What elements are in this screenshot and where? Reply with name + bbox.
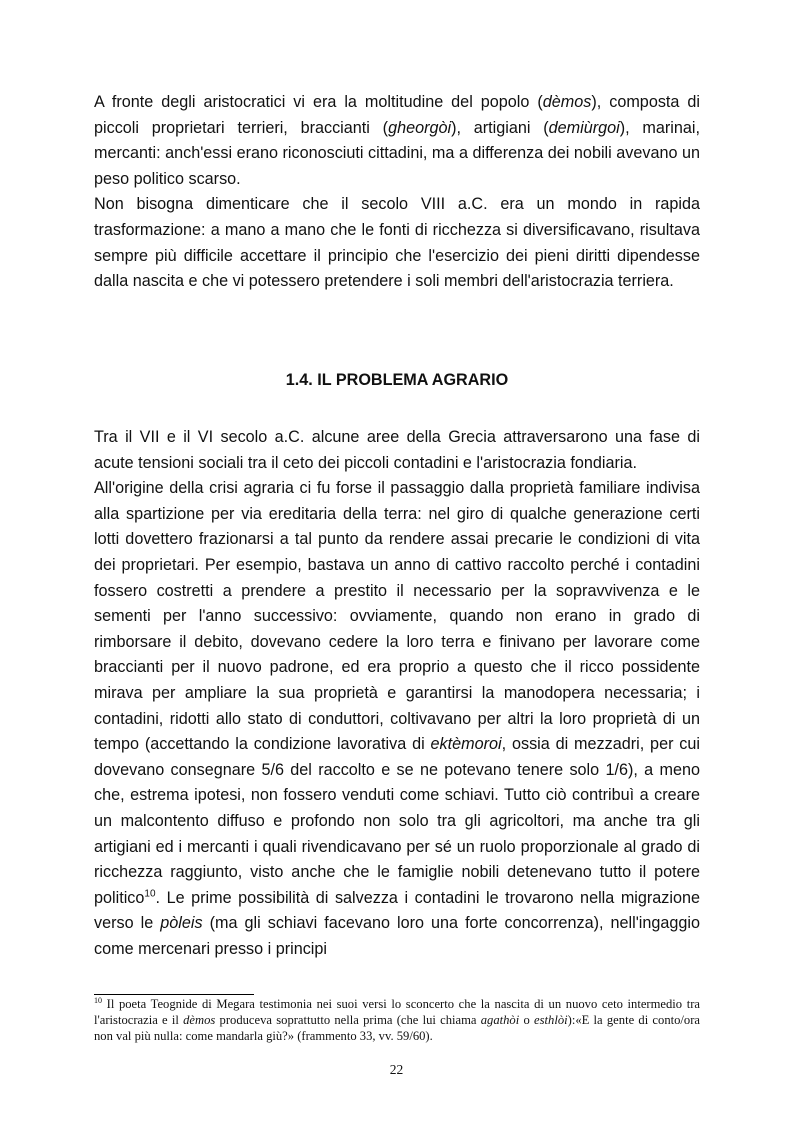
italic-term: dèmos: [183, 1012, 216, 1027]
section-1-body: [94, 90, 700, 295]
footnote-10: [94, 997, 700, 1044]
paragraph-tensions: Tra il VII e il VI secolo a.C. alcune aree della Grecia attraversarono una fase di acute tensioni sociali tra il ceto dei piccoli contadini e l'aristocrazia fondiaria.: [94, 428, 700, 472]
text-run: o: [519, 1012, 535, 1027]
italic-term: ektèmoroi: [430, 735, 502, 754]
text-run: (ma gli schiavi facevano loro una forte concorrenza), nell'ingaggio come mercenari presso i principi: [94, 914, 700, 958]
text-run: All'origine della crisi agraria ci fu forse il passaggio dalla proprietà familiare indivisa alla spartizione per via ereditaria della terra: nel giro di qualche generazione certi lotti dovettero frazionarsi a tal punto da rendere assai precarie le condizioni di vita dei proprietari. Per esempio, bastava un anno di cattivo raccolto perché i contadini fossero costretti a prendere a prestito il necessario per la sopravvivenza e le sementi per l'anno successivo: ovviamente, quando non erano in grado di rimborsare il debito, dovevano cedere la loro terra e finivano per lavorare come braccianti per il nuovo padrone, ed era proprio a questo che il ricco possidente mirava per ampliare la sua proprietà e garantirsi la manodopera necessaria; i contadini, ridotti allo stato di conduttori, coltivavano per altri la loro proprietà di un tempo (accettando la condizione lavorativa di: [94, 479, 700, 754]
text-run: , ossia di mezzadri, per cui dovevano consegnare 5/6 del raccolto e se ne potevano tenere solo 1/6), a meno che, estrema ipotesi, non fossero venduti come schiavi. Tutto ciò contribuì a creare un malcontento diffuso e profondo non solo tra gli agricoltori, ma anche tra gli artigiani ed i mercanti i quali rivendicavano per sé un ruolo proporzionale al grado di ricchezza raggiunto, visto anche che le famiglie nobili detenevano tutto il potere politico: [94, 735, 700, 907]
italic-term: demiùrgoi: [548, 118, 620, 137]
footnote-number: 10: [94, 995, 102, 1005]
section-2-body: [94, 425, 700, 962]
footnote-separator: [94, 994, 254, 995]
page-number: 22: [389, 1062, 404, 1077]
italic-term: gheorgòi: [388, 118, 452, 137]
italic-term: dèmos: [542, 93, 592, 111]
italic-term: agathòi: [480, 1012, 520, 1027]
paragraph-agrarian-crisis: [94, 476, 700, 962]
paragraph-demos: [94, 90, 700, 192]
paragraph-transformation: Non bisogna dimenticare che il secolo VIII a.C. era un mondo in rapida trasformazione: a mano a mano che le fonti di ricchezza si diversificavano, risultava sempre più difficile accettare il principio che l'esercizio dei pieni diritti dipendesse dalla nascita e che vi potessero pretendere i soli membri dell'aristocrazia terriera.: [94, 195, 700, 291]
italic-term: esthlòi: [534, 1012, 568, 1027]
text-run: ):«E la gente di conto/ora non val più nulla: come mandarla giù?» (frammento 33, vv. 59/60).: [94, 1012, 700, 1043]
text-run: . Le prime possibilità di salvezza i contadini le trovarono nella migrazione verso le: [94, 888, 700, 933]
text-run: produceva soprattutto nella prima (che lui chiama: [215, 1012, 481, 1027]
italic-term: pòleis: [160, 914, 203, 933]
text-run: ), artigiani (: [451, 118, 549, 137]
text-run: A fronte degli aristocratici vi era la moltitudine del popolo (: [94, 93, 543, 111]
section-heading: 1.4. IL PROBLEMA AGRARIO: [285, 371, 509, 389]
text-run: ), composta di piccoli proprietari terrieri, braccianti (: [94, 93, 700, 137]
footnote-reference[interactable]: 10: [144, 888, 156, 900]
text-run: ), marinai, mercanti: anch'essi erano riconosciuti cittadini, ma a differenza dei nobili avevano un peso politico scarso.: [94, 118, 700, 188]
text-run: Il poeta Teognide di Megara testimonia nei suoi versi lo sconcerto che la nascita di un nuovo ceto intermedio tra l'aristocrazia e il: [94, 997, 700, 1027]
